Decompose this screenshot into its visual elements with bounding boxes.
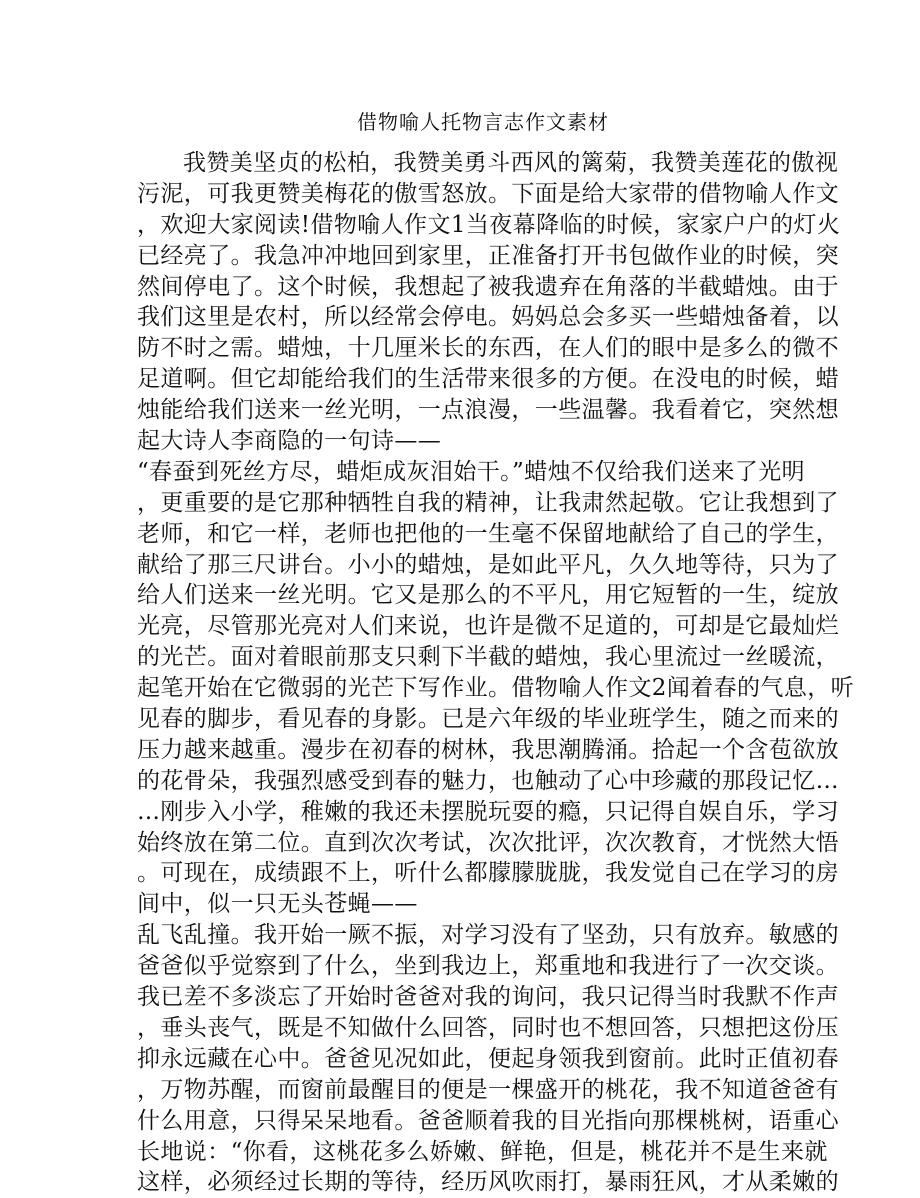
text-line: 已经亮了。我急冲冲地回到家里，正准备打开书包做作业的时候，突	[137, 242, 839, 269]
text-line: 这样，必须经过长期的等待，经历风吹雨打，暴雨狂风，才从柔嫩的	[137, 1169, 839, 1196]
text-line: 间中，似一只无头苍蝇——	[137, 891, 418, 918]
text-line: 防不时之需。蜡烛，十几厘米长的东西，在人们的眼中是多么的微不	[137, 335, 839, 362]
text-line: “春蚕到死丝方尽，蜡炬成灰泪始干。”蜡烛不仅给我们送来了光明	[137, 458, 806, 485]
text-line: 足道啊。但它却能给我们的生活带来很多的方便。在没电的时候，蜡	[137, 366, 839, 393]
text-line: 爸爸似乎觉察到了什么，坐到我边上，郑重地和我进行了一次交谈。	[137, 953, 839, 980]
text-line: 光亮，尽管那光亮对人们来说，也许是微不足道的，可却是它最灿烂	[137, 613, 839, 640]
document-body	[137, 148, 855, 1198]
text-line: 抑永远藏在心中。爸爸见况如此，便起身领我到窗前。此时正值初春	[137, 1045, 839, 1072]
text-line: 污泥，可我更赞美梅花的傲雪怒放。下面是给大家带的借物喻人作文	[137, 180, 839, 207]
text-line: 的光芒。面对着眼前那支只剩下半截的蜡烛，我心里流过一丝暖流，	[137, 644, 839, 671]
text-line: 起大诗人李商隐的一句诗——	[137, 428, 442, 455]
text-line: 始终放在第二位。直到次次考试，次次批评，次次教育，才恍然大悟	[137, 829, 839, 856]
text-line: 我们这里是农村，所以经常会停电。妈妈总会多买一些蜡烛备着，以	[137, 304, 839, 331]
text-line: …刚步入小学，稚嫩的我还未摆脱玩耍的瘾，只记得自娱自乐，学习	[137, 798, 839, 825]
text-line: 烛能给我们送来一丝光明，一点浪漫，一些温馨。我看着它，突然想	[137, 397, 839, 424]
text-line: 我已差不多淡忘了开始时爸爸对我的询问，我只记得当时我默不作声	[137, 984, 839, 1011]
text-line: ，垂头丧气，既是不知做什么回答，同时也不想回答，只想把这份压	[137, 1014, 839, 1041]
text-line: 的花骨朵，我强烈感受到春的魅力，也触动了心中珍藏的那段记忆…	[137, 767, 839, 794]
document-title: 借物喻人托物言志作文素材	[357, 110, 609, 134]
text-line: 献给了那三尺讲台。小小的蜡烛，是如此平凡，久久地等待，只为了	[137, 551, 839, 578]
text-line: 起笔开始在它微弱的光芒下写作业。借物喻人作文2闻着春的气息，听	[137, 675, 855, 702]
text-line: 压力越来越重。漫步在初春的树林，我思潮腾涌。拾起一个含苞欲放	[137, 736, 839, 763]
text-line: 乱飞乱撞。我开始一厥不振，对学习没有了坚劲，只有放弃。敏感的	[137, 922, 839, 949]
text-line: 什么用意，只得呆呆地看。爸爸顺着我的目光指向那棵桃树，语重心	[137, 1107, 839, 1134]
text-line: ，万物苏醒，而窗前最醒目的便是一棵盛开的桃花，我不知道爸爸有	[137, 1076, 839, 1103]
text-line: 老师，和它一样，老师也把他的一生毫不保留地献给了自己的学生，	[137, 520, 839, 547]
text-line: 给人们送来一丝光明。它又是那么的不平凡，用它短暂的一生，绽放	[137, 582, 839, 609]
text-line: ，欢迎大家阅读!借物喻人作文1当夜幕降临的时候，家家户户的灯火	[137, 211, 841, 238]
text-line: 。可现在，成绩跟不上，听什么都朦朦胧胧，我发觉自己在学习的房	[137, 860, 839, 887]
text-line: 长地说：“你看，这桃花多么娇嫩、鲜艳，但是，桃花并不是生来就	[137, 1138, 828, 1165]
text-line: 见春的脚步，看见春的身影。已是六年级的毕业班学生，随之而来的	[137, 706, 839, 733]
text-line: 然间停电了。这个时候，我想起了被我遗弃在角落的半截蜡烛。由于	[137, 273, 839, 300]
text-line: 我赞美坚贞的松柏，我赞美勇斗西风的篱菊，我赞美莲花的傲视	[183, 150, 839, 176]
text-line: ，更重要的是它那种牺牲自我的精神，让我肃然起敬。它让我想到了	[137, 489, 839, 516]
